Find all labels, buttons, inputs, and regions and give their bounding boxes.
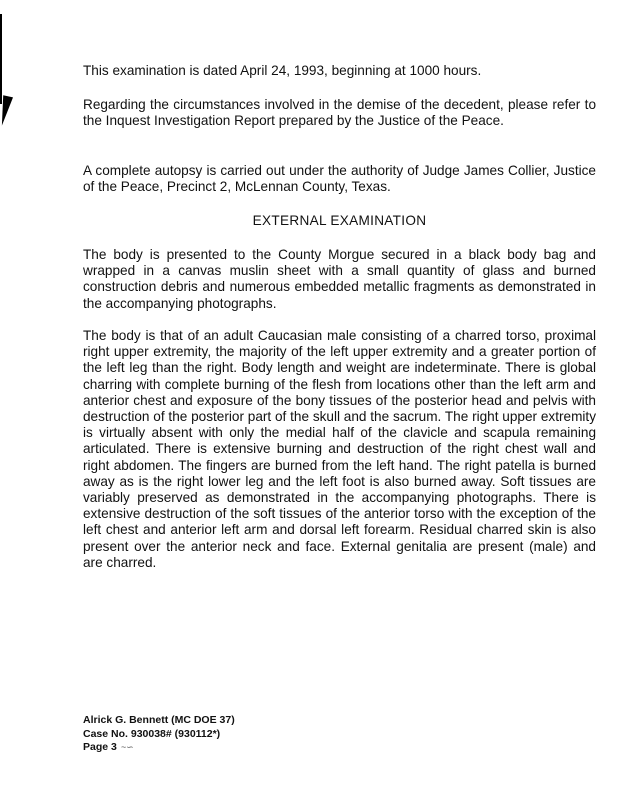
body-presentation-paragraph: The body is presented to the County Morgue secured in a black body bag and wrapped in a canvas muslin sheet with a small quantity of glass and burned construction debris and numerous embedded metallic fragments as demonstrated in the accompanying photographs. — [83, 247, 596, 311]
margin-mark-line — [0, 14, 2, 104]
authority-paragraph: A complete autopsy is carried out under the authority of Judge James Collier, Justice of the Peace, Precinct 2, McLennan County, Texas. — [83, 163, 596, 195]
exam-date-paragraph: This examination is dated April 24, 1993, beginning at 1000 hours. — [83, 63, 482, 78]
footer-page-line — [83, 741, 235, 755]
margin-arrow-icon — [0, 95, 13, 126]
footer-examiner: Alrick G. Bennett (MC DOE 37) — [83, 714, 235, 726]
footer-case-number: Case No. 930038# (930112*) — [83, 727, 221, 740]
page-footer — [83, 714, 235, 755]
body-description-paragraph: The body is that of an adult Caucasian male consisting of a charred torso, proximal right upper extremity, the majority of the left upper extremity and a greater portion of the left leg than the right. Body length and weight are indeterminate. There is global charring with complete burning of the flesh from locations other than the left arm and anterior chest and exposure of the bony tissues of the posterior head and pelvis with destruction of the posterior part of the skull and the sacrum. The right upper extremity is virtually absent with only the medial half of the clavicle and scapula remaining articulated. There is extensive burning and destruction of the right chest wall and right abdomen. The fingers are burned from the left hand. The right patella is burned away as is the right lower leg and the left foot is also burned away. Soft tissues are variably preserved as demonstrated in the accompanying photographs. There is extensive destruction of the soft tissues of the anterior torso with the exception of the left chest and anterior left arm and dorsal left forearm. Residual charred skin is also present over the anterior neck and face. External genitalia are present (male) and are charred. — [83, 328, 596, 570]
section-heading: EXTERNAL EXAMINATION — [252, 213, 427, 228]
circumstances-paragraph: Regarding the circumstances involved in the demise of the decedent, please refer to the Inquest Investigation Report prepared by the Justice of the Peace. — [83, 97, 596, 129]
footer-page-number: Page 3 — [83, 741, 117, 753]
handwritten-mark-icon: ~∽ — [120, 742, 134, 752]
